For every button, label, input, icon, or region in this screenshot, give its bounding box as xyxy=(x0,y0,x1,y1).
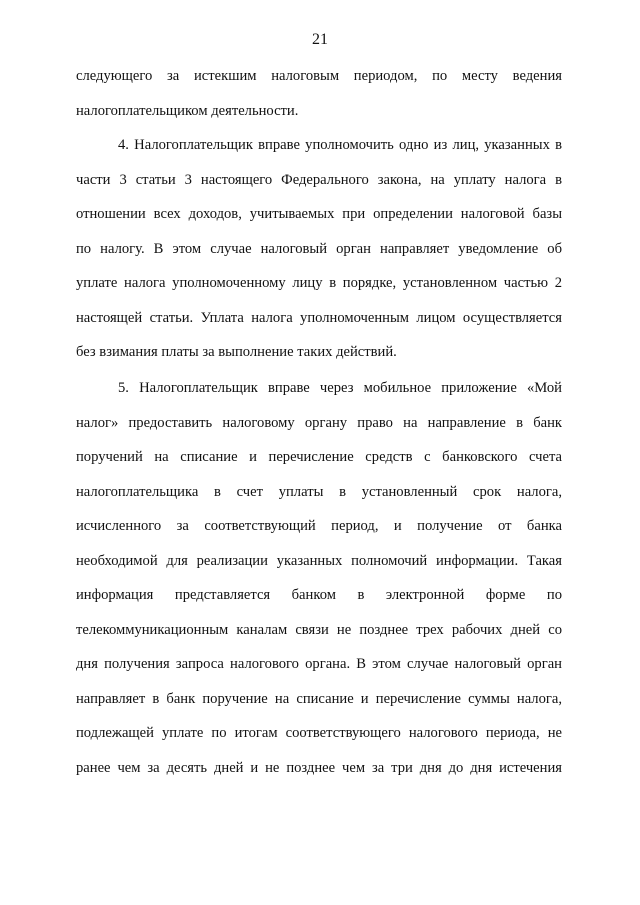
text-line: телекоммуникационным каналам связи не позднее трех рабочих дней со xyxy=(76,621,562,638)
text-line: следующего за истекшим налоговым периодом, по месту ведения xyxy=(76,68,562,84)
text-line: поручений на списание и перечисление средств с банковского счета xyxy=(76,449,562,465)
text-line: налогоплательщиком деятельности. xyxy=(76,102,299,119)
text-line: настоящей статьи. Уплата налога уполномоченным лицом осуществляется xyxy=(76,309,562,326)
text-line: необходимой для реализации указанных полномочий информации. Такая xyxy=(76,552,562,569)
text-line: налог» предоставить налоговому органу право на направление в банк xyxy=(76,414,562,431)
text-line: ранее чем за десять дней и не позднее чем за три дня до дня истечения xyxy=(76,759,562,776)
paragraph-item-4 xyxy=(76,135,562,377)
page-number: 21 xyxy=(312,31,328,48)
text-line: дня получения запроса налогового органа. В этом случае налоговый орган xyxy=(76,656,562,672)
text-line: налогоплательщика в счет уплаты в установленный срок налога, xyxy=(76,483,562,500)
paragraph-continuation xyxy=(76,66,562,135)
text-line: подлежащей уплате по итогам соответствующего налогового периода, не xyxy=(76,725,562,741)
text-line: по налогу. В этом случае налоговый орган направляет уведомление об xyxy=(76,240,562,257)
text-line: уплате налога уполномоченному лицу в порядке, установленном частью 2 xyxy=(76,275,562,291)
text-line: информация представляется банком в электронной форме по xyxy=(76,587,562,603)
text-line: 4. Налогоплательщик вправе уполномочить одно из лиц, указанных в xyxy=(118,137,562,153)
text-line: отношении всех доходов, учитываемых при определении налоговой базы xyxy=(76,206,562,222)
text-line: части 3 статьи 3 настоящего Федерального закона, на уплату налога в xyxy=(76,171,562,188)
text-line: 5. Налогоплательщик вправе через мобильное приложение «Мой xyxy=(118,380,562,396)
text-line: без взимания платы за выполнение таких действий. xyxy=(76,344,397,360)
text-line: направляет в банк поручение на списание и перечисление суммы налога, xyxy=(76,690,562,707)
paragraph-item-5 xyxy=(76,378,562,792)
text-line: исчисленного за соответствующий период, и получение от банка xyxy=(76,518,562,534)
